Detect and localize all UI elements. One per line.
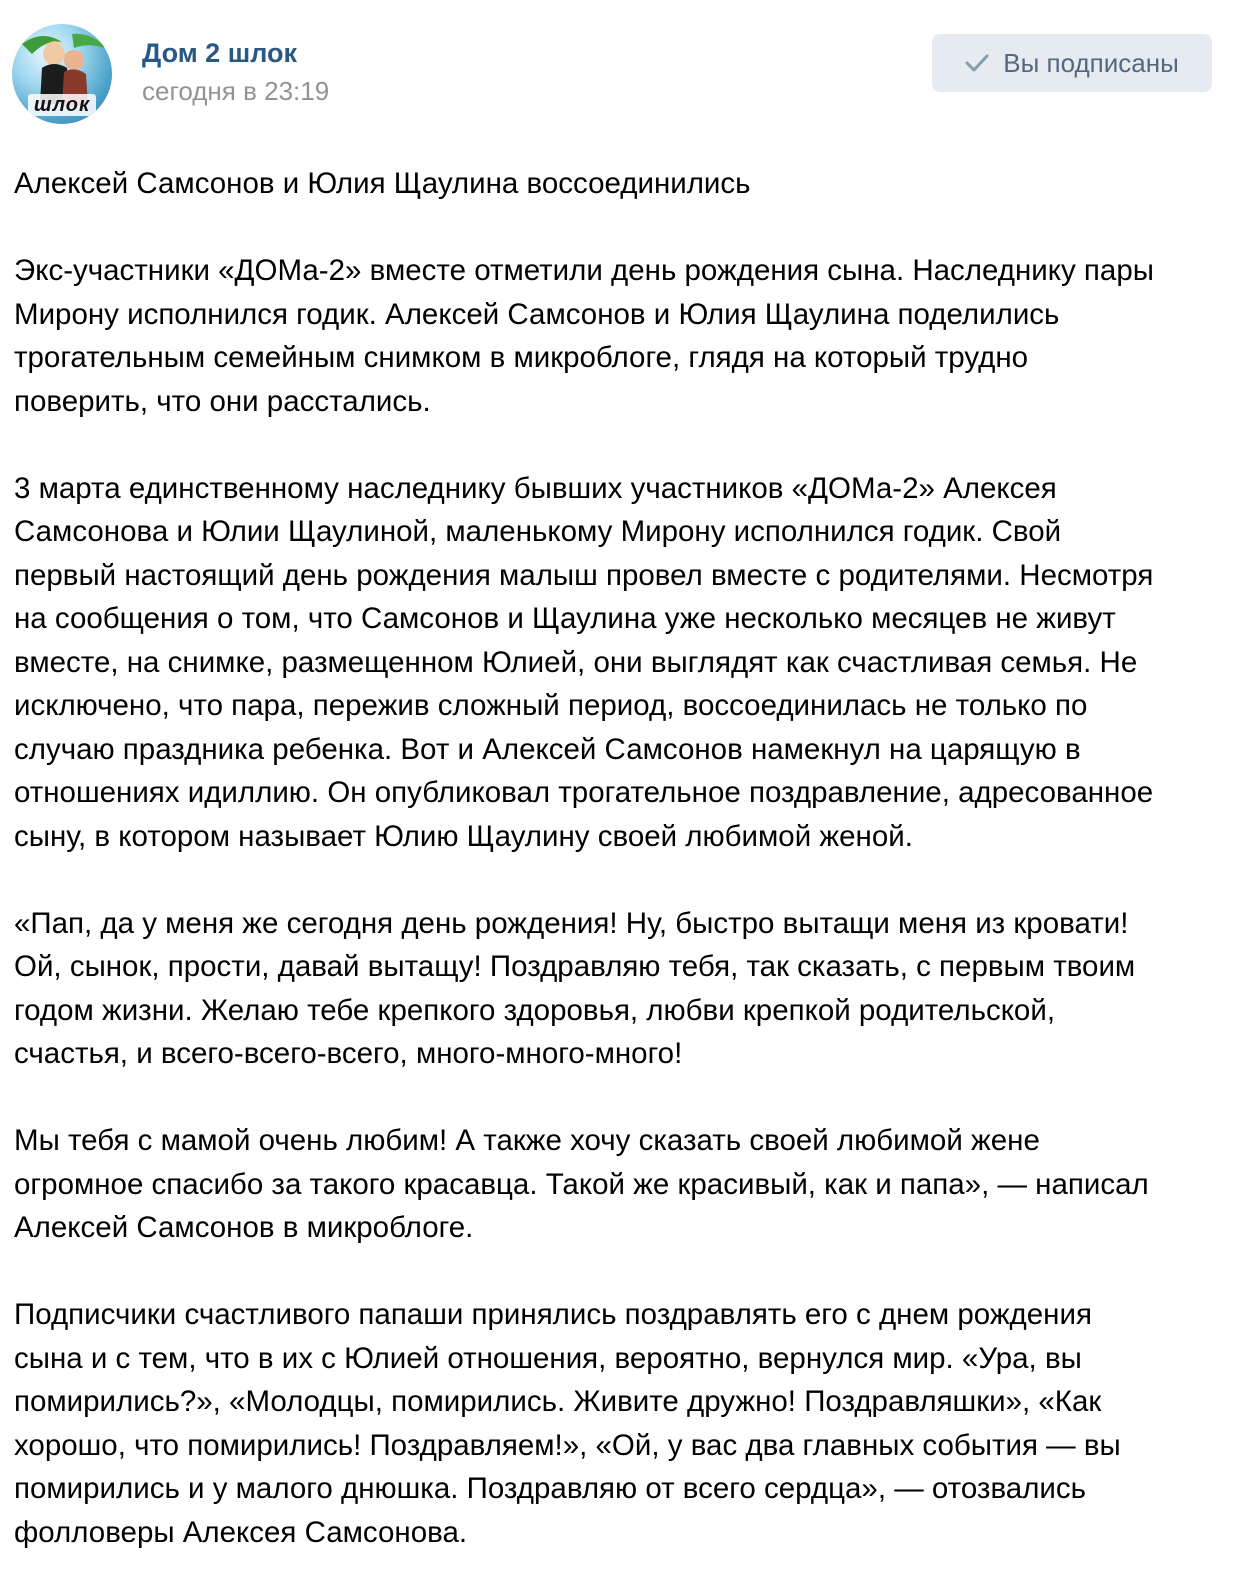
post-paragraph: Мы тебя с мамой очень любим! А также хочу сказать своей любимой жене огромное спасибо за такого красавца. Такой же красивый, как и папа», — написал Алексей Самсонов в микроблоге. (14, 1124, 1149, 1244)
post-paragraph: «Пап, да у меня же сегодня день рождения! Ну, быстро вытащи меня из кровати! Ой, сынок, прости, давай вытащу! Поздравляю тебя, так сказать, с первым твоим годом жизни. Желаю тебе крепкого здоровья, любви крепкой родительской, счастья, и всего-всего-всего, много-много-много! (14, 906, 1136, 1070)
post-paragraph: 3 марта единственному наследнику бывших участников «ДОМа-2» Алексея Самсонова и Юлии Щаулиной, маленькому Мирону исполнился годик. Свой первый настоящий день рождения малыш провел вместе с родителями. Несмотря на сообщения о том, что Самсонов и Щаулина уже несколько месяцев не живут вместе, на снимке, размещенном Юлией, они выглядят как счастливая семья. Не исключено, что пара, пережив сложный период, воссоединилась не только по случаю праздника ребенка. Вот и Алексей Самсонов намекнул на царящую в отношениях идиллию. Он опубликовал трогательное поздравление, адресованное сыну, в котором называет Юлию Щаулину своей любимой женой. (14, 471, 1154, 853)
subscribed-button[interactable] (932, 34, 1212, 92)
post-timestamp[interactable]: сегодня в 23:19 (142, 76, 330, 106)
avatar[interactable] (12, 24, 112, 124)
post-paragraph: Подписчики счастливого папаши принялись поздравлять его с днем рождения сына и с тем, что в их с Юлией отношения, вероятно, вернулся мир. «Ура, вы помирились?», «Молодцы, помирились. Живите дружно! Поздравляшки», «Как хорошо, что помирились! Поздравляем!», «Ой, у вас два главных события — вы помирились и у малого днюшка. Поздравляю от всего сердца», — отозвались фолловеры Алексея Самсонова. (14, 1298, 1121, 1549)
group-name-link[interactable]: Дом 2 шлок (142, 38, 297, 68)
post-title-paragraph: Алексей Самсонов и Юлия Щаулина воссоединились (14, 167, 751, 200)
avatar-logo: шлок (28, 94, 96, 116)
post-body (14, 162, 1228, 1554)
subscribed-button-label: Вы подписаны (1003, 47, 1179, 78)
post-header (0, 0, 1242, 140)
check-icon (965, 53, 989, 73)
post-paragraph: Экс-участники «ДОМа-2» вместе отметили день рождения сына. Наследнику пары Мирону исполнился годик. Алексей Самсонов и Юлия Щаулина поделились трогательным семейным снимком в микроблоге, глядя на который трудно поверить, что они расстались. (14, 254, 1154, 418)
